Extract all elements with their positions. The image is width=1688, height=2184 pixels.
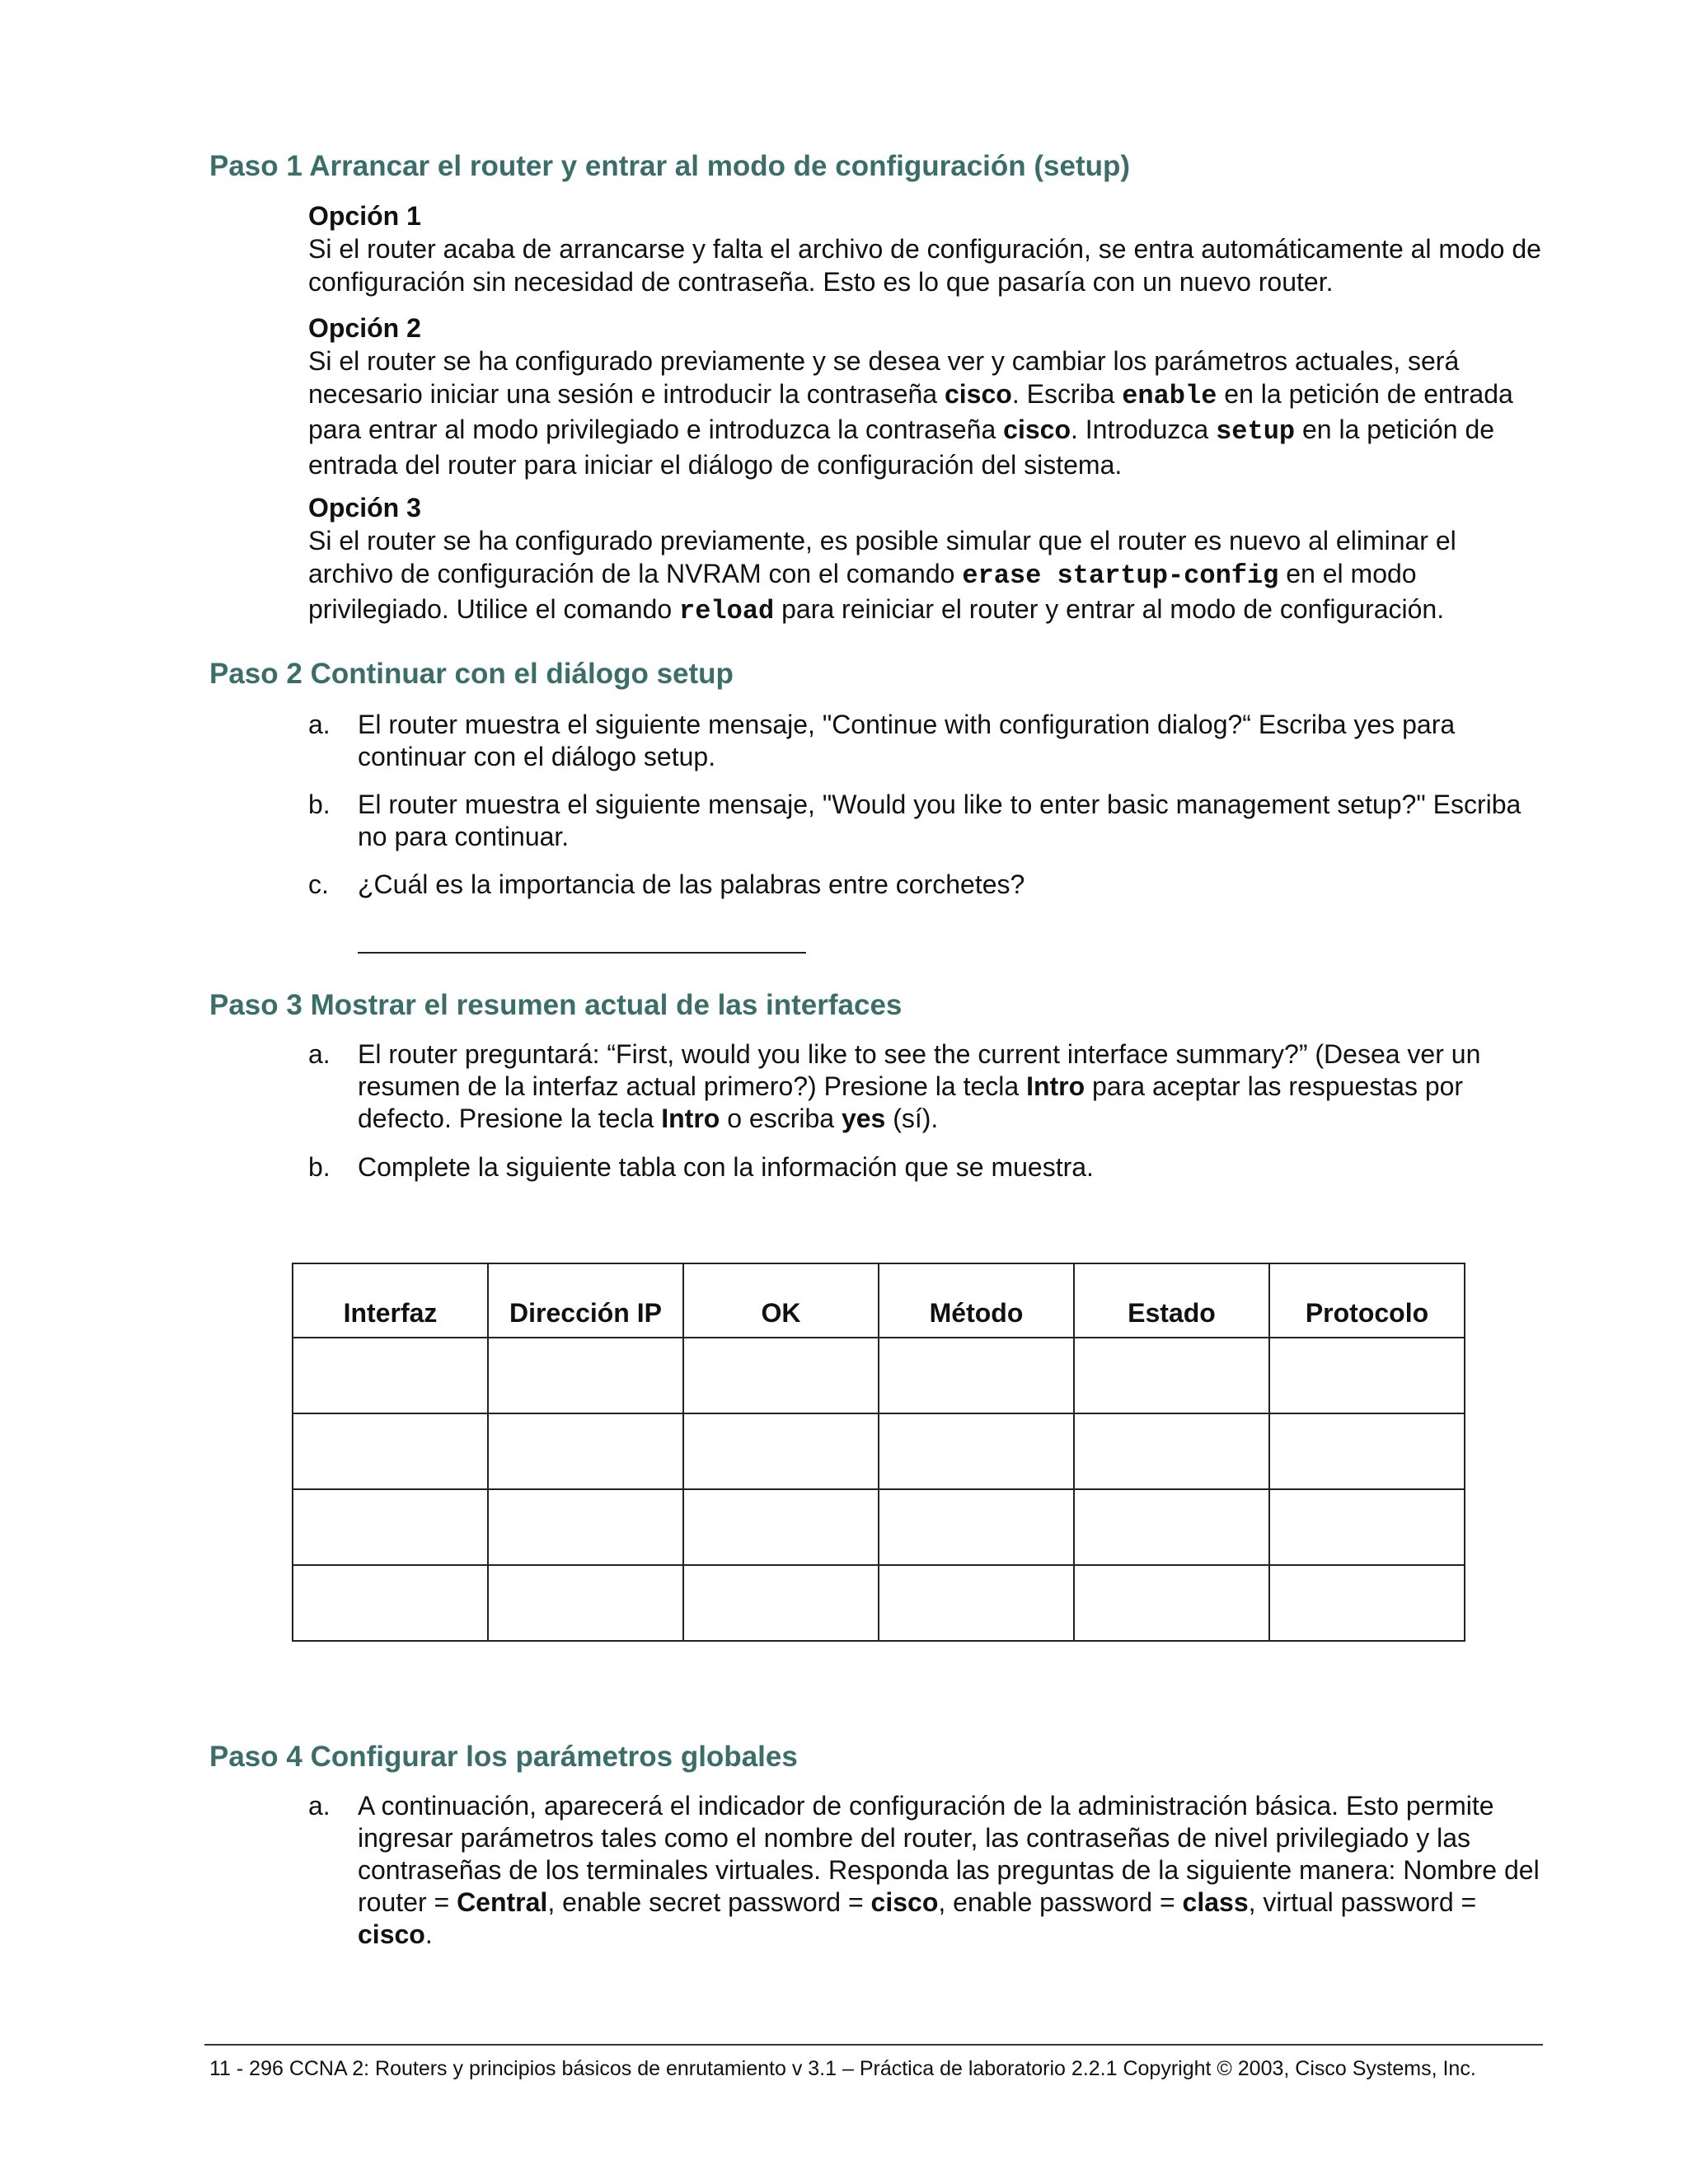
col-ok: OK bbox=[683, 1263, 879, 1338]
col-interfaz: Interfaz bbox=[293, 1263, 488, 1338]
table-cell[interactable] bbox=[1074, 1489, 1269, 1565]
table-cell[interactable] bbox=[1269, 1565, 1465, 1641]
col-metodo: Método bbox=[879, 1263, 1074, 1338]
table-cell[interactable] bbox=[1074, 1413, 1269, 1489]
option-2-text: Si el router se ha configurado previamente y se desea ver y cambiar los parámetros actuales, será necesario iniciar una sesión e introducir la contraseña cisco. Escriba enable en la petición de entrada para entrar al modo privilegiado e introduzca la contraseña cisco. Introduzca setup en la petición de entrada del router para iniciar el diálogo de configuración del sistema. bbox=[308, 346, 1513, 480]
page-footer: 11 - 296 CCNA 2: Routers y principios básicos de enrutamiento v 3.1 – Práctica de laboratorio 2.2.1 Copyright © 2003, Cisco Systems, Inc. bbox=[209, 2057, 1476, 2080]
interface-summary-table bbox=[292, 1263, 1465, 1642]
table-cell[interactable] bbox=[683, 1338, 879, 1413]
command-erase: erase startup-config bbox=[962, 560, 1279, 591]
table-cell[interactable] bbox=[293, 1413, 488, 1489]
table-cell[interactable] bbox=[488, 1338, 683, 1413]
step-3-item-a: a. El router preguntará: “First, would you like to see the current interface summary?” (Desea ver un resumen de la interfaz actual primero?) Presione la tecla Intro para aceptar las respuestas por defecto. Presione la tecla Intro o escriba yes (sí). bbox=[308, 1039, 1481, 1133]
table-cell[interactable] bbox=[1269, 1413, 1465, 1489]
table-row bbox=[293, 1489, 1465, 1565]
option-3-text: Si el router se ha configurado previamente, es posible simular que el router es nuevo al eliminar el archivo de configuración de la NVRAM con el comando erase startup-config en el modo privilegiado. Utilice el comando reload para reiniciar el router y entrar al modo de configuración. bbox=[308, 526, 1456, 626]
table-cell[interactable] bbox=[879, 1413, 1074, 1489]
option-3 bbox=[308, 491, 1545, 628]
step-1-heading: Paso 1 Arrancar el router y entrar al modo de configuración (setup) bbox=[209, 150, 1131, 182]
table-cell[interactable] bbox=[293, 1489, 488, 1565]
step-2-item-c: c. ¿Cuál es la importancia de las palabras entre corchetes? bbox=[308, 869, 1025, 899]
command-reload: reload bbox=[679, 596, 775, 626]
table-row bbox=[293, 1338, 1465, 1413]
option-1-text: Si el router acaba de arrancarse y falta el archivo de configuración, se entra automáticamente al modo de configuración sin necesidad de contraseña. Esto es lo que pasaría con un nuevo router. bbox=[308, 234, 1541, 297]
option-1-title: Opción 1 bbox=[308, 201, 421, 231]
table-cell[interactable] bbox=[683, 1565, 879, 1641]
col-protocolo: Protocolo bbox=[1269, 1263, 1465, 1338]
table-cell[interactable] bbox=[1074, 1565, 1269, 1641]
table-header-row bbox=[293, 1263, 1465, 1338]
step-3-heading: Paso 3 Mostrar el resumen actual de las interfaces bbox=[209, 989, 903, 1021]
table-cell[interactable] bbox=[879, 1565, 1074, 1641]
table-cell[interactable] bbox=[683, 1413, 879, 1489]
table-cell[interactable] bbox=[879, 1338, 1074, 1413]
table-cell[interactable] bbox=[1074, 1338, 1269, 1413]
step-2-item-b: b. El router muestra el siguiente mensaje, "Would you like to enter basic management setup?" Escriba no para continuar. bbox=[308, 790, 1522, 851]
table-cell[interactable] bbox=[293, 1338, 488, 1413]
table-cell[interactable] bbox=[1269, 1338, 1465, 1413]
option-2-title: Opción 2 bbox=[308, 313, 421, 343]
table-cell[interactable] bbox=[488, 1489, 683, 1565]
option-3-title: Opción 3 bbox=[308, 493, 421, 523]
table-row bbox=[293, 1565, 1465, 1641]
step-4-item-a: a. A continuación, aparecerá el indicador de configuración de la administración básica. Esto permite ingresar parámetros tales como el nombre del router, las contraseñas de nivel privilegiado y las contraseñas de los terminales virtuales. Responda las preguntas de la siguiente manera: Nombre del router = Central, enable secret password = cisco, enable password = class, virtual password = cisco. bbox=[308, 1791, 1540, 1949]
col-estado: Estado bbox=[1074, 1263, 1269, 1338]
step-3-item-b: b. Complete la siguiente tabla con la información que se muestra. bbox=[308, 1152, 1094, 1182]
footer-rule bbox=[204, 2044, 1543, 2046]
command-enable: enable bbox=[1122, 381, 1217, 411]
table-cell[interactable] bbox=[683, 1489, 879, 1565]
table-cell[interactable] bbox=[488, 1565, 683, 1641]
table-cell[interactable] bbox=[488, 1413, 683, 1489]
col-direccion-ip: Dirección IP bbox=[488, 1263, 683, 1338]
step-2-heading: Paso 2 Continuar con el diálogo setup bbox=[209, 658, 734, 690]
table-cell[interactable] bbox=[1269, 1489, 1465, 1565]
answer-line[interactable] bbox=[358, 952, 806, 954]
table-cell[interactable] bbox=[293, 1565, 488, 1641]
table-row bbox=[293, 1413, 1465, 1489]
option-1 bbox=[308, 199, 1545, 298]
command-setup: setup bbox=[1216, 416, 1296, 447]
table-cell[interactable] bbox=[879, 1489, 1074, 1565]
step-2-item-a: a. El router muestra el siguiente mensaje, "Continue with configuration dialog?“ Escriba yes para continuar con el diálogo setup. bbox=[308, 710, 1456, 771]
option-2 bbox=[308, 312, 1545, 481]
step-4-heading: Paso 4 Configurar los parámetros globales bbox=[209, 1741, 798, 1773]
